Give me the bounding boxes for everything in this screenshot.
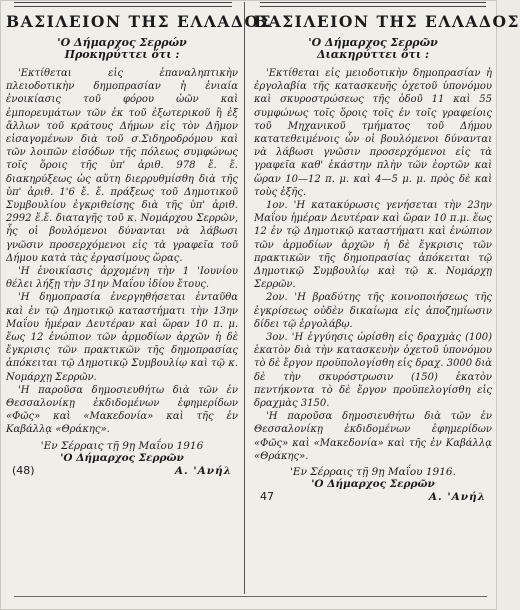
notice-left-paragraph: 'Η ἐνοικίασις ἀρχομένη τὴν 1 'Ιουνίου θέλει λήξῃ τὴν 31ην Μαΐου ἰδίου ἔτους. (6, 266, 238, 291)
notice-left-date: 'Εν Σέρραις τῇ 9ῃ Μαΐου 1916 (40, 439, 204, 452)
notice-right-number: 47 (260, 490, 274, 504)
column-divider (244, 2, 245, 594)
notice-left-header: ΒΑΣΙΛΕΙΟΝ ΤΗΣ ΕΛΛΑΔΟΣ (6, 12, 272, 31)
notice-right-header: ΒΑΣΙΛΕΙΟΝ ΤΗΣ ΕΛΛΑΔΟΣ (254, 12, 520, 31)
notice-right-mayor-title: 'Ο Δήμαρχος Σερρῶν (311, 478, 435, 491)
notice-right-paragraph: 'Η παροῦσα δημοσιευθήτω διὰ τῶν ἐν Θεσσαλονίκῃ ἐκδιδομένων ἐφημερίδων «Φῶς» καὶ «Μακεδονία» καὶ τῆς ἐν Καβάλλᾳ «Θράκης». (254, 411, 492, 462)
notice-right-paragraph: 1ον. 'Η κατακύρωσις γενήσεται τὴν 23ην Μαΐου ἡμέραν Δευτέραν καὶ ὥραν 10 π.μ. ἕως 12 ἐν τῷ Δημοτικῷ καταστήματι καὶ ἐνώπιον τῶν ἁρμοδίων ἀρχῶν ἡ δὲ ἔγκρισις τῶν πρακτικῶν τῆς δημοπρασίας ἀπόκειται τῷ Δημοτικῷ Συμβουλίῳ καὶ τῷ κ. Νομάρχῃ Σερρῶν. (254, 200, 492, 291)
notice-right (254, 0, 520, 610)
notice-left-issuer: 'Ο Δήμαρχος Σερρών (57, 36, 187, 49)
notice-right-signature: Α. 'Ανήλ (428, 491, 486, 504)
notice-left-paragraph: 'Εκτίθεται εἰς ἐπαναληπτικὴν πλειοδοτικὴν δημοπρασίαν ἡ ἐνιαία ἐνοικίασις τοῦ φόρου ὠῶν καὶ ἐμπορευμάτων τῶν ἐκ τοῦ ἐξωτερικοῦ ἢ ἐξ ἄλλων τοῦ κράτους Δήμων εἰς τὸν Δῆμον εἰσαγομένων διὰ τοῦ σ.Σιδηροδρόμου καὶ τῶν λοιπῶν εἰσόδων τῆς πόλεως συμφώνως τοῖς ὅροις τῆς ὑπ' ἀριθ. 978 ἔ. ἔ. διακηρύξεως ὡς αὕτη διερρυθμίσθη διὰ τῆς ὑπ' ἀριθ. 1'6 ἔ. ἔ. πράξεως τοῦ Δημοτικοῦ Συμβουλίου ἐγκριθείσης διὰ τῆς ὑπ' ἀριθ. 2992 ἔ.ἔ. διαταγῆς τοῦ κ. Νομάρχου Σερρῶν, ἧς οἱ βουλόμενοι δύνανται νὰ λάβωσι γνῶσιν προσερχόμενοι εἰς τὰ γραφεῖα τοῦ Δήμου κατὰ τὰς ἐργασίμους ὥρας. (6, 68, 238, 264)
notice-left-paragraph: 'Η παροῦσα δημοσιευθήτω διὰ τῶν ἐν Θεσσαλονίκῃ ἐκδιδομένων ἐφημερίδων «Φῶς» καὶ «Μακεδονία» καὶ τῆς ἐν Καβάλλᾳ «Θράκης». (6, 384, 238, 436)
notice-right-footer (254, 466, 492, 503)
notice-right-body (254, 67, 492, 463)
notice-right-signature-row (254, 490, 492, 503)
notice-left-footer (6, 440, 238, 477)
notice-right-proclaims: Διακηρύττει ὅτι : (316, 48, 430, 61)
notice-left-body (6, 67, 238, 437)
notice-right-issuer: 'Ο Δήμαρχος Σερρῶν (308, 36, 438, 49)
notice-left-proclaims: Προκηρύττει ὅτι : (64, 48, 180, 61)
notice-left-number: (48) (12, 463, 35, 477)
notice-left-paragraph: 'Η δημοπρασία ἐνεργηθήσεται ἐνταῦθα καὶ ἐν τῷ Δημοτικῷ καταστήματι τὴν 13ην Μαΐου ἡμέραν Δευτέραν καὶ ὥραν 10 π. μ. ἕως 12 ἐνώπιον τῶν ἁρμοδίων ἀρχῶν ἡ δὲ ἔγκρισις τῶν πρακτικῶν τῆς δημοπρασίας ἀπόκειται τῷ Δημοτικῷ Συμβουλίῳ καὶ τῷ κ. Νομάρχῃ Σερρῶν. (6, 292, 238, 383)
notice-right-paragraph: 3ον. 'Η ἐγγύησις ὡρίσθη εἰς δραχμὰς (100) ἑκατὸν διὰ τὴν κατασκευὴν ὀχετοῦ ὑπονόμου τὸ δὲ ἔργον προϋπολογίσθη εἰς δραχ. 3000 διὰ δὲ τὴν σκυρόστρωσιν (150) ἑκατὸν πεντήκοντα τὸ δὲ ἔργον προϋπελογίσθη εἰς δραχμὰς 3150. (254, 332, 492, 410)
notice-right-paragraph: 2ον. 'Η βραδύτης τῆς κοινοποιήσεως τῆς ἐγκρίσεως οὐδὲν δικαίωμα εἰς ἀποζημίωσιν δίδει τῷ ἐργολάβῳ. (254, 292, 492, 330)
notice-left-mayor-title: 'Ο Δήμαρχος Σερρῶν (60, 451, 184, 464)
bottom-rule (14, 596, 487, 597)
notice-right-paragraph: 'Εκτίθεται εἰς μειοδοτικὴν δημοπρασίαν ἡ ἐργολαβία τῆς κατασκευῆς ὀχετοῦ ὑπονόμου καὶ σκυροστρώσεως τῆς ὁδοῦ 11 καὶ 55 συμφώνως τοῖς ὅροις τοῖς ἐν τοῖς γραφείοις τοῦ Μηχανικοῦ τμήματος τοῦ Δήμου κατατεθειμένοις ὧν οἱ βουλόμενοι δύνανται νὰ λάβωσι γνῶσιν προσερχόμενοι εἰς τὰ γραφεῖα καθ' ἑκάστην πλὴν τῶν ἑορτῶν καὶ ὥραν 10—12 π. μ. καὶ 4—5 μ. μ. πρὸς δὲ καὶ τοὺς ἑξῆς. (254, 68, 492, 198)
notice-right-date: 'Εν Σέρραις τῇ 9ῃ Μαΐου 1916. (290, 466, 456, 479)
notice-left-signature-row (6, 464, 238, 477)
notice-left-signature: Α. 'Ανήλ (174, 464, 232, 477)
